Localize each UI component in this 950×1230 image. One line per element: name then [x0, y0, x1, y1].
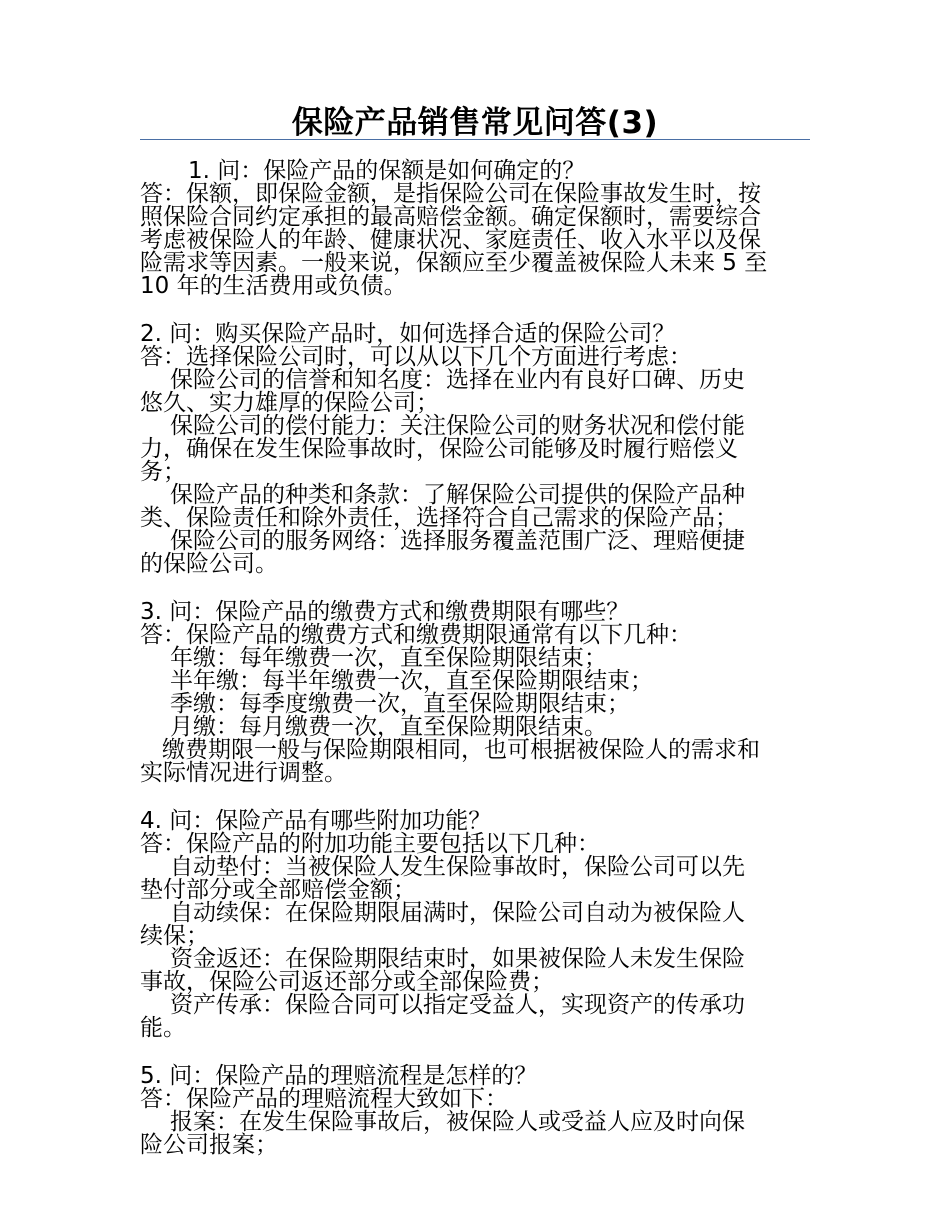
answer-2-item — [140, 369, 810, 415]
answer-1-line: 答：保额，即保险金额，是指保险公司在保险事故发生时，按 — [140, 181, 761, 207]
item-line: 悠久、实力雄厚的保险公司； — [140, 390, 439, 416]
answer-2-item — [140, 484, 810, 530]
answer-1-line: 照保险合同约定承担的最高赔偿金额。确定保额时，需要综合 — [140, 204, 761, 230]
qa-section-2 — [140, 323, 810, 576]
item-line: 资金返还：在保险期限结束时，如果被保险人未发生保险 — [170, 946, 745, 972]
answer-3-note — [140, 739, 810, 785]
question-3: 3. 问：保险产品的缴费方式和缴费期限有哪些？ — [140, 599, 630, 625]
item-line: 报案：在发生保险事故后，被保险人或受益人应及时向保 — [170, 1109, 745, 1135]
answer-3-intro: 答：保险产品的缴费方式和缴费期限通常有以下几种： — [140, 622, 692, 648]
answer-3-item — [140, 647, 810, 670]
item-line: 能。 — [140, 1015, 186, 1041]
answer-4-item — [140, 948, 810, 994]
question-5: 5. 问：保险产品的理赔流程是怎样的？ — [140, 1063, 538, 1089]
item-line: 资产传承：保险合同可以指定受益人，实现资产的传承功 — [170, 992, 745, 1018]
answer-2-intro: 答：选择保险公司时，可以从以下几个方面进行考虑： — [140, 344, 692, 370]
question-4: 4. 问：保险产品有哪些附加功能？ — [140, 808, 492, 834]
item-line: 务； — [140, 459, 186, 485]
question-1: 1. 问：保险产品的保额是如何确定的？ — [188, 158, 586, 184]
document-body — [140, 160, 810, 1182]
item-line: 月缴：每月缴费一次，直至保险期限结束。 — [170, 714, 607, 740]
item-line: 力，确保在发生保险事故时，保险公司能够及时履行赔偿义 — [140, 436, 738, 462]
answer-2-item — [140, 415, 810, 484]
item-line: 险公司报案； — [140, 1132, 278, 1158]
item-line: 季缴：每季度缴费一次，直至保险期限结束； — [170, 691, 630, 717]
item-line: 事故，保险公司返还部分或全部保险费； — [140, 969, 554, 995]
answer-4-item — [140, 902, 810, 948]
item-line: 的保险公司。 — [140, 551, 278, 577]
item-line: 类、保险责任和除外责任，选择符合自己需求的保险产品； — [140, 505, 738, 531]
answer-3-item — [140, 670, 810, 693]
question-2: 2. 问：购买保险产品时，如何选择合适的保险公司？ — [140, 321, 676, 347]
item-line: 年缴：每年缴费一次，直至保险期限结束； — [170, 645, 607, 671]
item-line: 保险公司的信誉和知名度：选择在业内有良好口碑、历史 — [170, 367, 745, 393]
qa-section-1 — [140, 160, 810, 298]
qa-section-4 — [140, 810, 810, 1040]
item-line: 垫付部分或全部赔偿金额； — [140, 877, 416, 903]
item-line: 保险公司的偿付能力：关注保险公司的财务状况和偿付能 — [170, 413, 745, 439]
title-underline — [140, 139, 810, 140]
item-line: 半年缴：每半年缴费一次，直至保险期限结束； — [170, 668, 653, 694]
answer-2-item — [140, 530, 810, 576]
qa-section-3 — [140, 601, 810, 785]
answer-4-item — [140, 856, 810, 902]
answer-4-intro: 答：保险产品的附加功能主要包括以下几种： — [140, 831, 600, 857]
answer-5-intro: 答：保险产品的理赔流程大致如下： — [140, 1086, 508, 1112]
answer-3-item — [140, 716, 810, 739]
qa-section-5 — [140, 1065, 810, 1157]
answer-3-item — [140, 693, 810, 716]
answer-1-line: 10 年的生活费用或负债。 — [140, 273, 407, 299]
answer-1-line: 险需求等因素。一般来说，保额应至少覆盖被保险人未来 5 至 — [140, 250, 768, 276]
item-line: 自动垫付：当被保险人发生保险事故时，保险公司可以先 — [170, 854, 745, 880]
note-line: 缴费期限一般与保险期限相同，也可根据被保险人的需求和 — [162, 737, 760, 763]
item-line: 保险产品的种类和条款：了解保险公司提供的保险产品种 — [170, 482, 745, 508]
page-title: 保险产品销售常见问答(3) — [291, 105, 659, 141]
item-line: 保险公司的服务网络：选择服务覆盖范围广泛、理赔便捷 — [170, 528, 745, 554]
answer-1-line: 考虑被保险人的年龄、健康状况、家庭责任、收入水平以及保 — [140, 227, 761, 253]
item-line: 自动续保：在保险期限届满时，保险公司自动为被保险人 — [170, 900, 745, 926]
item-line: 续保； — [140, 923, 209, 949]
note-line: 实际情况进行调整。 — [140, 760, 347, 786]
answer-4-item — [140, 994, 810, 1040]
answer-5-item — [140, 1111, 810, 1157]
